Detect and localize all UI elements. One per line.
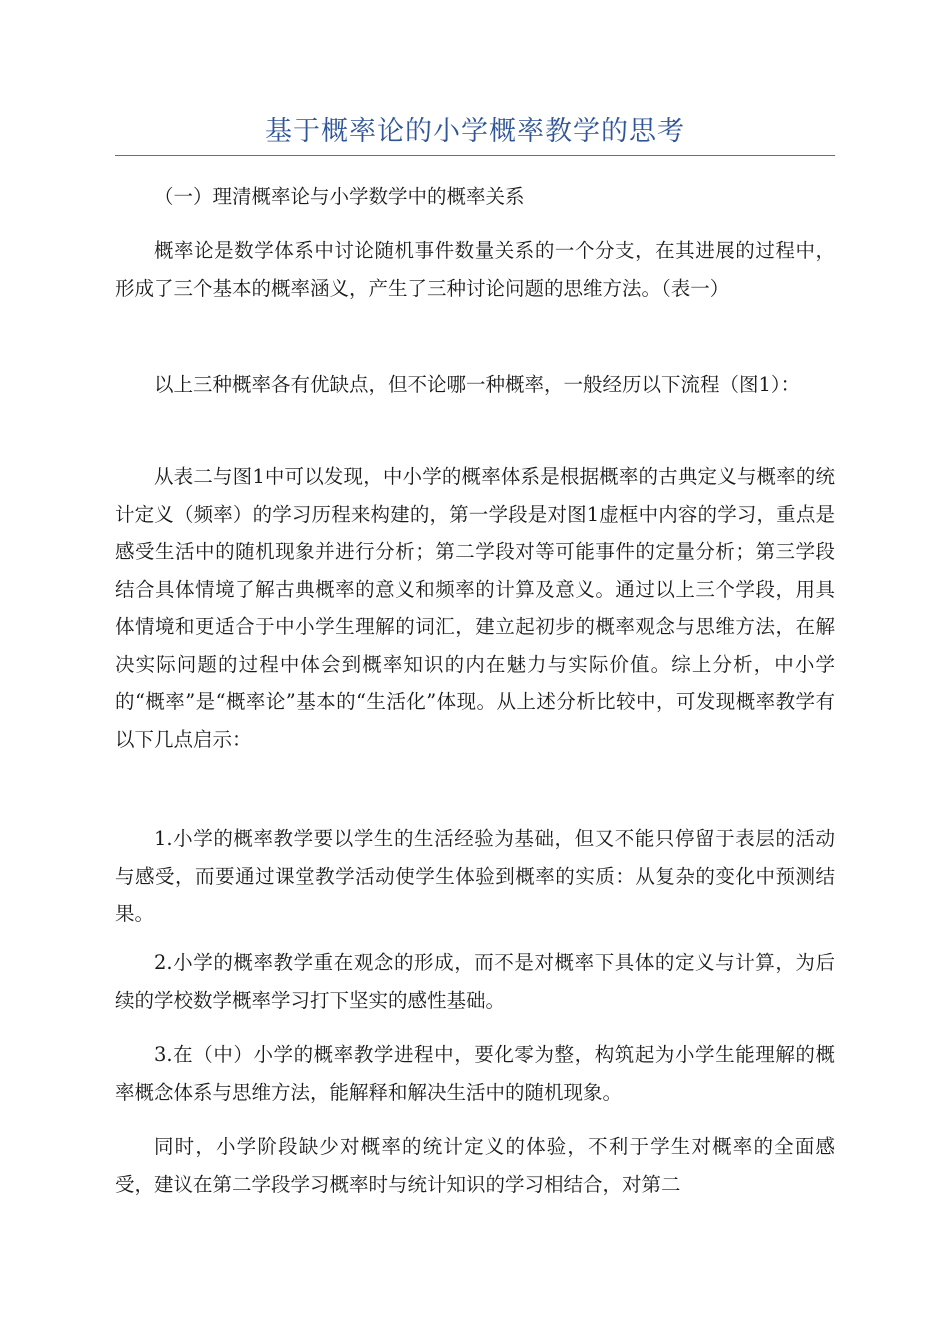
paragraph-1: 概率论是数学体系中讨论随机事件数量关系的一个分支，在其进展的过程中，形成了三个基本的概率涵义，产生了三种讨论问题的思维方法。（表一） — [115, 239, 835, 300]
document-title: 基于概率论的小学概率教学的思考 — [265, 116, 685, 147]
paragraph-4: 1.小学的概率教学要以学生的生活经验为基础，但又不能只停留于表层的活动与感受，而要通过课堂教学活动使学生体验到概率的实质：从复杂的变化中预测结果。 — [115, 827, 835, 925]
title-underline — [115, 155, 835, 156]
paragraph-6: 3.在（中）小学的概率教学进程中，要化零为整，构筑起为小学生能理解的概率概念体系与思维方法，能解释和解决生活中的随机现象。 — [115, 1043, 835, 1104]
section-heading: （一）理清概率论与小学数学中的概率关系 — [154, 185, 525, 208]
paragraph-2: 以上三种概率各有优缺点，但不论哪一种概率，一般经历以下流程（图1）： — [154, 373, 801, 396]
paragraph-3: 从表二与图1中可以发现，中小学的概率体系是根据概率的古典定义与概率的统计定义（频率）的学习历程来构建的，第一学段是对图1虚框中内容的学习，重点是感受生活中的随机现象并进行分析；第二学段对等可能事件的定量分析；第三学段结合具体情境了解古典概率的意义和频率的计算及意义。通过以上三个学段，用具体情境和更适合于中小学生理解的词汇，建立起初步的概率观念与思维方法，在解决实际问题的过程中体会到概率知识的内在魅力与实际价值。综上分析，中小学的“概率”是“概率论”基本的“生活化”体现。从上述分析比较中，可发现概率教学有以下几点启示： — [115, 465, 835, 751]
paragraph-7: 同时，小学阶段缺少对概率的统计定义的体验，不利于学生对概率的全面感受，建议在第二学段学习概率时与统计知识的学习相结合，对第二 — [115, 1135, 835, 1196]
paragraph-5: 2.小学的概率教学重在观念的形成，而不是对概率下具体的定义与计算，为后续的学校数学概率学习打下坚实的感性基础。 — [115, 951, 835, 1012]
